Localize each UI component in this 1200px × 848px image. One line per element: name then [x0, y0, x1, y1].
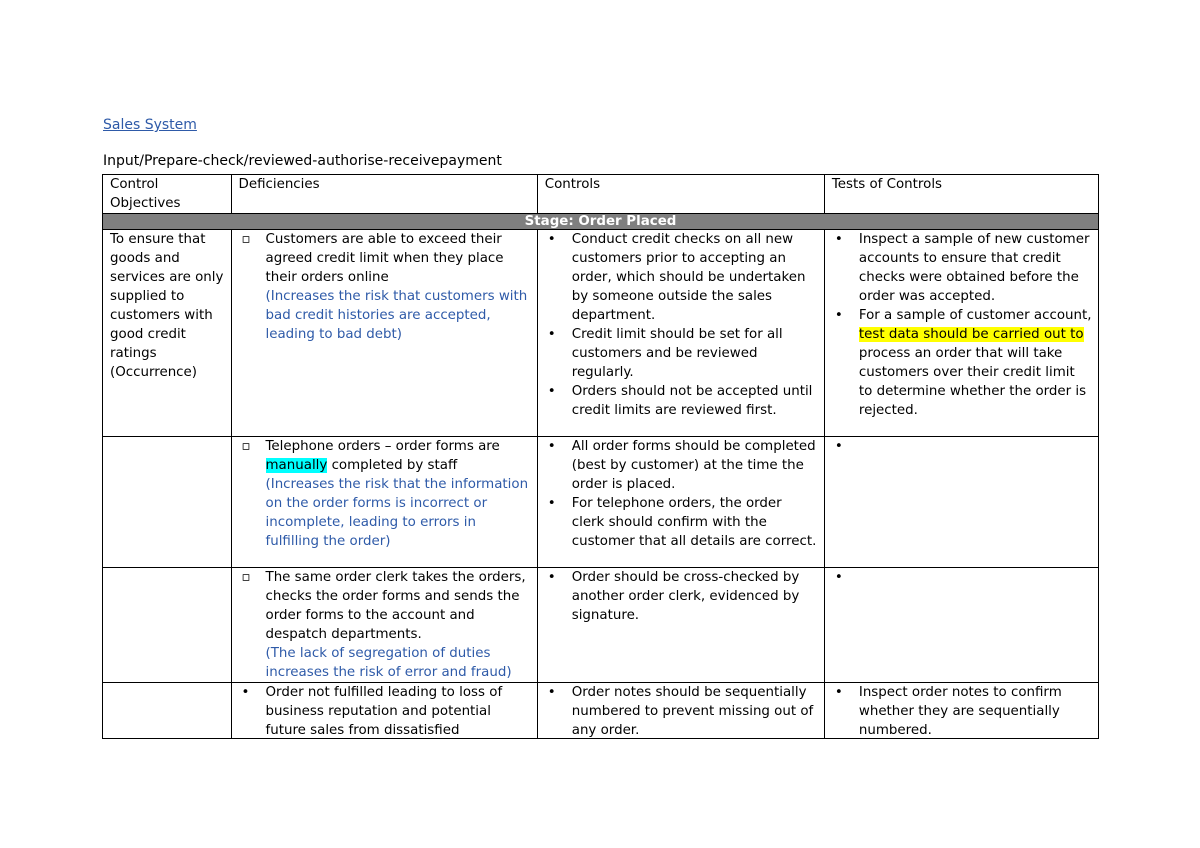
process-subtitle: Input/Prepare-check/reviewed-authorise-receivepayment	[103, 153, 502, 169]
objective-cell	[103, 568, 232, 683]
test-text: For a sample of customer account,	[858, 308, 1092, 323]
bullet-icon: •	[834, 232, 843, 247]
tests-cell	[824, 437, 1098, 568]
bullet-icon: •	[834, 308, 843, 323]
control-text: Order should be cross-checked by another order clerk, evidenced by signature.	[571, 570, 800, 623]
deficiency-text: Customers are able to exceed their agreed credit limit when they place their orders online	[265, 232, 504, 285]
control-item	[545, 683, 818, 738]
control-text: All order forms should be completed (best by customer) at the time the order is placed.	[571, 439, 816, 492]
control-item	[545, 437, 818, 494]
highlighted-text: manually	[265, 458, 328, 473]
deficiency-item	[239, 683, 531, 738]
control-text: Orders should not be accepted until credit limits are reviewed first.	[571, 384, 813, 418]
document-title: Sales System	[103, 117, 197, 133]
deficiency-item	[239, 437, 531, 551]
square-bullet-icon: ▫	[241, 232, 251, 247]
objective-cell: To ensure that goods and services are only supplied to customers with good credit ratings (Occurrence)	[103, 230, 232, 437]
header-control-objectives: Control Objectives	[103, 175, 232, 214]
controls-cell	[537, 683, 824, 739]
test-item	[832, 683, 1092, 738]
control-item	[545, 568, 818, 625]
control-text: Credit limit should be set for all customers and be reviewed regularly.	[571, 327, 783, 380]
risk-note: (The lack of segregation of duties increases the risk of error and fraud)	[265, 646, 512, 680]
bullet-icon: •	[547, 384, 556, 399]
highlighted-text: test data should be carried out to	[858, 327, 1084, 342]
table-row	[103, 683, 1099, 739]
controls-table	[102, 174, 1099, 739]
table-row	[103, 230, 1099, 437]
header-tests-of-controls: Tests of Controls	[824, 175, 1098, 214]
square-bullet-icon: ▫	[241, 439, 251, 454]
table-row	[103, 437, 1099, 568]
controls-cell	[537, 437, 824, 568]
bullet-icon: •	[834, 570, 843, 585]
controls-cell	[537, 230, 824, 437]
deficiency-cell	[231, 683, 537, 739]
bullet-icon: •	[547, 327, 556, 342]
controls-cell	[537, 568, 824, 683]
objective-cell	[103, 683, 232, 739]
test-item	[832, 230, 1092, 306]
tests-cell	[824, 568, 1098, 683]
bullet-icon: •	[547, 232, 556, 247]
square-bullet-icon: ▫	[241, 570, 251, 585]
bullet-icon: •	[547, 685, 556, 700]
deficiency-text: Telephone orders – order forms are	[265, 439, 500, 454]
control-text: Order notes should be sequentially numbered to prevent missing out of any order.	[571, 685, 814, 738]
bullet-icon: •	[834, 685, 843, 700]
control-item	[545, 325, 818, 382]
stage-label: Stage: Order Placed	[103, 214, 1099, 230]
header-deficiencies: Deficiencies	[231, 175, 537, 214]
deficiency-text: The same order clerk takes the orders, checks the order forms and sends the order forms to the account and despatch departments.	[265, 570, 526, 642]
stage-row	[103, 214, 1099, 230]
control-text: Conduct credit checks on all new customers prior to accepting an order, which should be undertaken by someone outside the sales department.	[571, 232, 806, 323]
deficiency-text-continued: completed by staff	[327, 458, 458, 473]
deficiency-item	[239, 568, 531, 682]
header-controls: Controls	[537, 175, 824, 214]
table-header-row	[103, 175, 1099, 214]
bullet-icon: •	[547, 439, 556, 454]
deficiency-text: Order not fulfilled leading to loss of business reputation and potential future sales from dissatisfied	[265, 685, 503, 738]
risk-note: (Increases the risk that customers with bad credit histories are accepted, leading to bad debt)	[265, 289, 528, 342]
bullet-icon: •	[834, 439, 843, 454]
control-item	[545, 230, 818, 325]
bullet-icon: •	[241, 685, 250, 700]
table-row	[103, 568, 1099, 683]
risk-note: (Increases the risk that the information on the order forms is incorrect or incomplete, leading to errors in fulfilling the order)	[265, 477, 529, 549]
control-item	[545, 494, 818, 551]
test-text-continued: process an order that will take customers over their credit limit to determine whether the order is rejected.	[858, 346, 1087, 418]
objective-cell	[103, 437, 232, 568]
control-item	[545, 382, 818, 420]
deficiency-cell	[231, 568, 537, 683]
deficiency-cell	[231, 230, 537, 437]
test-text: Inspect order notes to confirm whether they are sequentially numbered.	[858, 685, 1062, 738]
deficiency-item	[239, 230, 531, 344]
tests-cell	[824, 683, 1098, 739]
test-text: Inspect a sample of new customer accounts to ensure that credit checks were obtained before the order was accepted.	[858, 232, 1090, 304]
deficiency-cell	[231, 437, 537, 568]
tests-cell	[824, 230, 1098, 437]
control-text: For telephone orders, the order clerk should confirm with the customer that all details are correct.	[571, 496, 817, 549]
bullet-icon: •	[547, 570, 556, 585]
test-item	[832, 306, 1092, 420]
bullet-icon: •	[547, 496, 556, 511]
